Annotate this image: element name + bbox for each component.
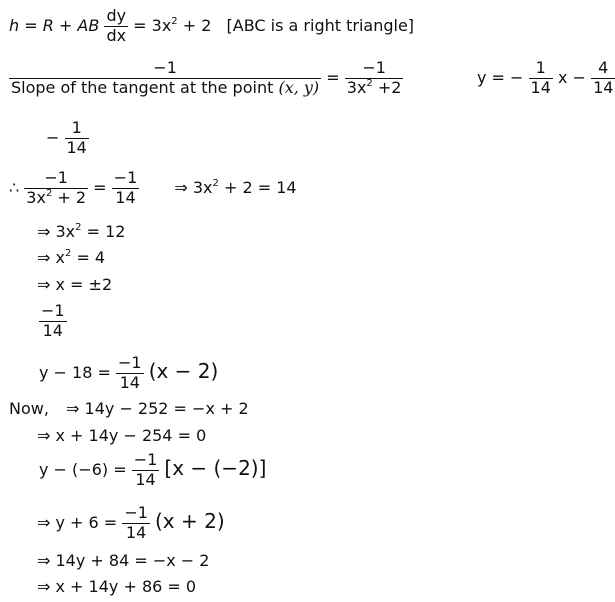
equation-line-2: $\frac{-1}{\text{Slope of the tangent at the point (x, y)}}$ = $\frac{-1}{3x^2 +2}$ <box>11 58 402 97</box>
equation-line-9: y − 18 = $\frac{-1}{14}$ (x − 2) <box>39 353 219 392</box>
fraction-dy-dx: $\frac{dy}{dx}$ <box>106 6 127 45</box>
equation-line-13: ⇒ y + 6 = $\frac{-1}{14}$ (x + 2) <box>37 503 225 542</box>
equation-line-3: − $\frac{1}{14}$ <box>46 118 87 157</box>
equation-line-7: ⇒ x = ±2 <box>37 275 113 294</box>
equation-line-2-right: y = − $\frac{1}{14}$ x − $\frac{4}{14}$ <box>477 58 614 97</box>
equation-line-1: h = R + AB $\frac{dy}{dx}$ = $3x^2 + 2$ [ABC is a right triangle] <box>9 6 415 45</box>
equation-line-8: $\frac{-1}{14}$ <box>41 301 65 340</box>
equation-line-4: ∴ $\frac{-1}{3x^2 + 2}$ = $\frac{-1}{14}$ ⇒ $3x^2 + 2 = 14$ <box>9 168 297 207</box>
fraction-rhs: $\frac{-1}{3x^2 +2}$ <box>346 58 402 97</box>
lhs: h = R + AB <box>9 15 100 35</box>
fraction-slope: $\frac{-1}{\text{Slope of the tangent at the point (x, y)}}$ <box>11 58 320 97</box>
equation-line-10: Now, ⇒ 14y − 252 = −x + 2 <box>9 399 249 418</box>
equation-line-14: ⇒ 14y + 84 = −x − 2 <box>37 551 210 570</box>
equation-line-15: ⇒ x + 14y + 86 = 0 <box>37 577 197 596</box>
equation-line-6: ⇒ $x^2 = 4$ <box>37 248 106 267</box>
equation-line-11: ⇒ x + 14y − 254 = 0 <box>37 426 207 445</box>
equation-line-12: y − (−6) = $\frac{-1}{14}$ [x − (−2)] <box>39 450 267 489</box>
note: [ABC is a right triangle] <box>226 15 415 35</box>
equation-line-5: ⇒ $3x^2 = 12$ <box>37 222 126 241</box>
